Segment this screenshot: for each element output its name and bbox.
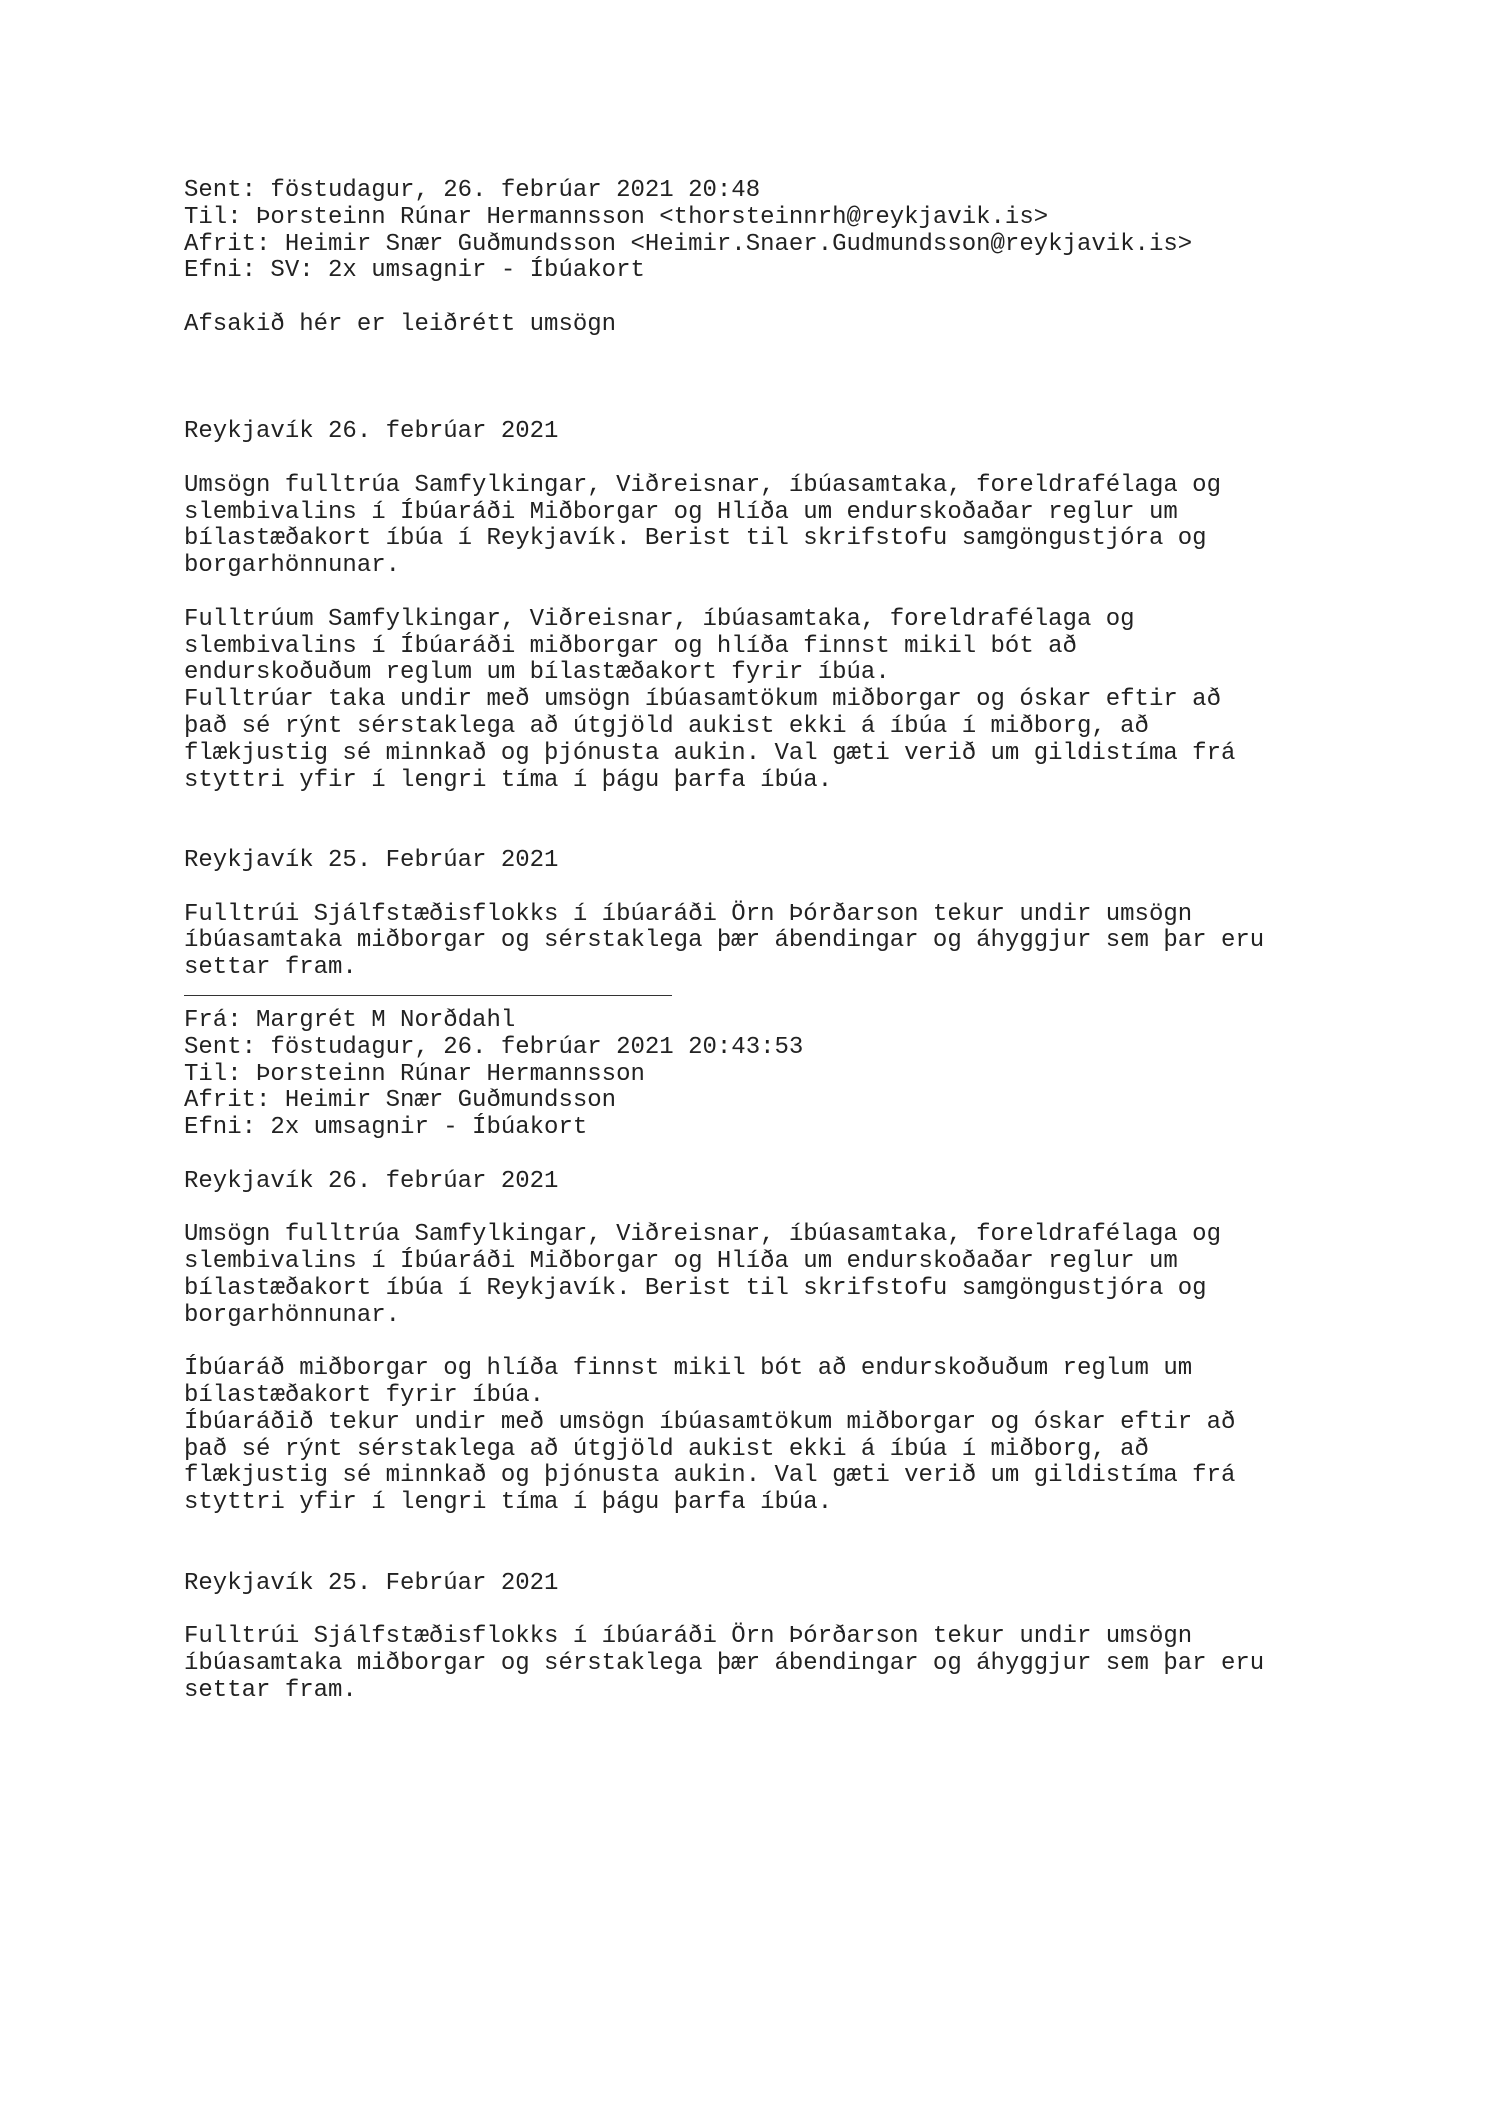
paragraph-line: settar fram. bbox=[184, 954, 357, 982]
paragraph-line: Íbúaráð miðborgar og hlíða finnst mikil bót að endurskoðuðum reglum um bbox=[184, 1355, 1193, 1383]
original-statement bbox=[184, 1624, 1364, 1704]
paragraph-line: styttri yfir í lengri tíma í þágu þarfa íbúa. bbox=[184, 1489, 833, 1517]
paragraph-line: Umsögn fulltrúa Samfylkingar, Viðreisnar, íbúasamtaka, foreldrafélaga og bbox=[184, 471, 1221, 499]
paragraph-line: bílastæðakort íbúa í Reykjavík. Berist til skrifstofu samgöngustjóra og bbox=[184, 525, 1207, 553]
paragraph-line: bílastæðakort fyrir íbúa. bbox=[184, 1382, 545, 1410]
corrected-date-2: Reykjavík 25. Febrúar 2021 bbox=[184, 846, 559, 874]
paragraph-line: það sé rýnt sérstaklega að útgjöld aukist ekki á íbúa í miðborg, að bbox=[184, 712, 1149, 740]
original-date-2: Reykjavík 25. Febrúar 2021 bbox=[184, 1569, 559, 1597]
paragraph-line: flækjustig sé minnkað og þjónusta aukin. Val gæti verið um gildistíma frá bbox=[184, 739, 1236, 767]
paragraph-line: íbúasamtaka miðborgar og sérstaklega þær ábendingar og áhyggjur sem þar eru bbox=[184, 1650, 1265, 1678]
paragraph-line: íbúasamtaka miðborgar og sérstaklega þær ábendingar og áhyggjur sem þar eru bbox=[184, 927, 1265, 955]
paragraph-line: borgarhönnunar. bbox=[184, 1301, 401, 1329]
paragraph-line: Fulltrúar taka undir með umsögn íbúasamtökum miðborgar og óskar eftir að bbox=[184, 686, 1221, 714]
reply-header bbox=[184, 178, 1364, 285]
paragraph-line: Fulltrúi Sjálfstæðisflokks í íbúaráði Örn Þórðarson tekur undir umsögn bbox=[184, 1623, 1193, 1651]
original-header bbox=[184, 1008, 1364, 1142]
corrected-intro bbox=[184, 473, 1364, 580]
corrected-body bbox=[184, 607, 1364, 795]
paragraph-line: styttri yfir í lengri tíma í þágu þarfa íbúa. bbox=[184, 766, 833, 794]
reply-subject: Efni: SV: 2x umsagnir - Íbúakort bbox=[184, 257, 645, 285]
reply-to: Til: Þorsteinn Rúnar Hermannsson <thorsteinnrh@reykjavik.is> bbox=[184, 203, 1049, 231]
paragraph-line: það sé rýnt sérstaklega að útgjöld aukist ekki á íbúa í miðborg, að bbox=[184, 1435, 1149, 1463]
corrected-statement bbox=[184, 902, 1364, 982]
paragraph-line: slembivalins í Íbúaráði miðborgar og hlíða finnst mikil bót að bbox=[184, 632, 1077, 660]
paragraph-line: flækjustig sé minnkað og þjónusta aukin. Val gæti verið um gildistíma frá bbox=[184, 1462, 1236, 1490]
paragraph-line: Umsögn fulltrúa Samfylkingar, Viðreisnar, íbúasamtaka, foreldrafélaga og bbox=[184, 1221, 1221, 1249]
paragraph-line: Fulltrúi Sjálfstæðisflokks í íbúaráði Örn Þórðarson tekur undir umsögn bbox=[184, 900, 1193, 928]
corrected-date-1: Reykjavík 26. febrúar 2021 bbox=[184, 418, 559, 446]
separator-rule bbox=[184, 995, 672, 1008]
email-document bbox=[184, 178, 1364, 1705]
reply-cc: Afrit: Heimir Snær Guðmundsson <Heimir.Snaer.Gudmundsson@reykjavik.is> bbox=[184, 230, 1193, 258]
paragraph-line: Íbúaráðið tekur undir með umsögn íbúasamtökum miðborgar og óskar eftir að bbox=[184, 1408, 1236, 1436]
original-sent: Sent: föstudagur, 26. febrúar 2021 20:43:53 bbox=[184, 1033, 804, 1061]
original-to: Til: Þorsteinn Rúnar Hermannsson bbox=[184, 1060, 645, 1088]
original-date-1: Reykjavík 26. febrúar 2021 bbox=[184, 1167, 559, 1195]
paragraph-line: slembivalins í Íbúaráði Miðborgar og Hlíða um endurskoðaðar reglur um bbox=[184, 1248, 1178, 1276]
reply-sent: Sent: föstudagur, 26. febrúar 2021 20:48 bbox=[184, 177, 761, 204]
original-cc: Afrit: Heimir Snær Guðmundsson bbox=[184, 1087, 617, 1115]
original-intro bbox=[184, 1222, 1364, 1329]
paragraph-line: bílastæðakort íbúa í Reykjavík. Berist til skrifstofu samgöngustjóra og bbox=[184, 1274, 1207, 1302]
paragraph-line: settar fram. bbox=[184, 1676, 357, 1704]
paragraph-line: endurskoðuðum reglum um bílastæðakort fyrir íbúa. bbox=[184, 659, 890, 687]
reply-note: Afsakið hér er leiðrétt umsögn bbox=[184, 310, 617, 338]
original-body bbox=[184, 1356, 1364, 1517]
original-subject: Efni: 2x umsagnir - Íbúakort bbox=[184, 1114, 588, 1142]
paragraph-line: Fulltrúum Samfylkingar, Viðreisnar, íbúasamtaka, foreldrafélaga og bbox=[184, 605, 1135, 633]
paragraph-line: slembivalins í Íbúaráði Miðborgar og Hlíða um endurskoðaðar reglur um bbox=[184, 498, 1178, 526]
paragraph-line: borgarhönnunar. bbox=[184, 552, 401, 580]
original-from: Frá: Margrét M Norðdahl bbox=[184, 1006, 516, 1034]
